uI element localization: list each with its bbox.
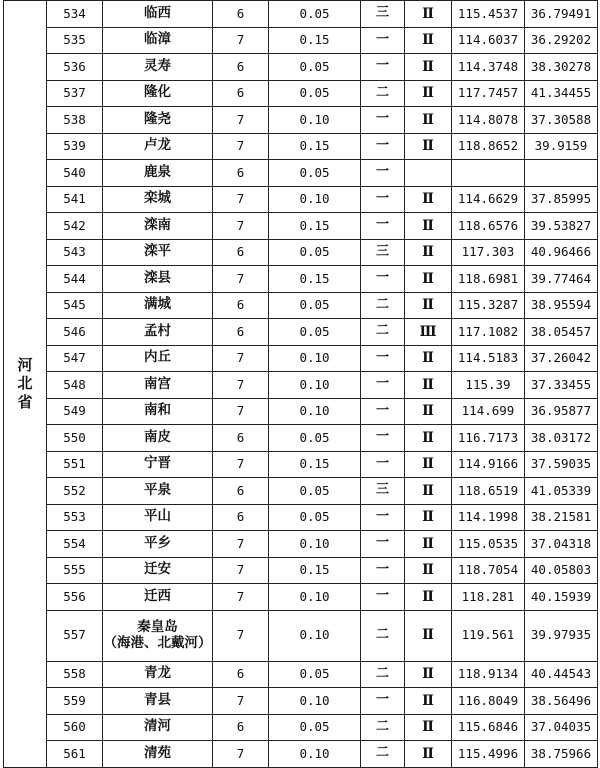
design-group-cell: 一 <box>361 584 405 611</box>
acceleration-cell: 0.05 <box>269 319 361 346</box>
design-group-cell: 一 <box>361 213 405 240</box>
county-name-cell: 平泉 <box>103 478 213 505</box>
design-group-cell: 二 <box>361 610 405 661</box>
county-name-cell: 宁晋 <box>103 451 213 478</box>
intensity-cell: 6 <box>213 292 269 319</box>
table-row <box>4 451 598 478</box>
table-row <box>4 160 598 187</box>
county-name-cell: 满城 <box>103 292 213 319</box>
longitude-cell: 115.4996 <box>452 741 525 768</box>
county-name-cell: 内丘 <box>103 345 213 372</box>
design-group-cell: 二 <box>361 741 405 768</box>
intensity-cell: 6 <box>213 319 269 346</box>
acceleration-cell: 0.05 <box>269 292 361 319</box>
acceleration-cell: 0.05 <box>269 160 361 187</box>
acceleration-cell: 0.15 <box>269 266 361 293</box>
row-number-cell: 560 <box>47 714 103 741</box>
county-name-cell: 滦南 <box>103 213 213 240</box>
design-group-cell: 一 <box>361 27 405 54</box>
table-body <box>4 1 598 768</box>
site-class-cell: Ⅱ <box>405 531 452 558</box>
site-class-cell: Ⅱ <box>405 54 452 81</box>
site-class-cell: Ⅱ <box>405 345 452 372</box>
site-class-cell: Ⅲ <box>405 319 452 346</box>
site-class-cell: Ⅱ <box>405 425 452 452</box>
row-number-cell: 549 <box>47 398 103 425</box>
design-group-cell: 一 <box>361 133 405 160</box>
design-group-cell: 一 <box>361 54 405 81</box>
site-class-cell: Ⅱ <box>405 688 452 715</box>
design-group-cell: 二 <box>361 661 405 688</box>
latitude-cell: 39.77464 <box>525 266 598 293</box>
row-number-cell: 536 <box>47 54 103 81</box>
longitude-cell: 114.1998 <box>452 504 525 531</box>
latitude-cell: 38.05457 <box>525 319 598 346</box>
table-row <box>4 319 598 346</box>
longitude-cell: 118.7054 <box>452 557 525 584</box>
latitude-cell: 37.30588 <box>525 107 598 134</box>
latitude-cell: 41.34455 <box>525 80 598 107</box>
table-row <box>4 610 598 661</box>
latitude-cell: 38.03172 <box>525 425 598 452</box>
intensity-cell: 7 <box>213 27 269 54</box>
county-name-cell: 灵寿 <box>103 54 213 81</box>
site-class-cell: Ⅱ <box>405 504 452 531</box>
acceleration-cell: 0.10 <box>269 186 361 213</box>
latitude-cell: 40.44543 <box>525 661 598 688</box>
design-group-cell: 一 <box>361 398 405 425</box>
county-name-cell: 青县 <box>103 688 213 715</box>
county-name-cell: 平山 <box>103 504 213 531</box>
row-number-cell: 537 <box>47 80 103 107</box>
intensity-cell: 7 <box>213 557 269 584</box>
county-name-cell: 鹿泉 <box>103 160 213 187</box>
longitude-cell: 116.8049 <box>452 688 525 715</box>
intensity-cell: 7 <box>213 451 269 478</box>
design-group-cell: 二 <box>361 80 405 107</box>
latitude-cell: 36.95877 <box>525 398 598 425</box>
site-class-cell <box>405 160 452 187</box>
latitude-cell: 37.26042 <box>525 345 598 372</box>
table-row <box>4 372 598 399</box>
acceleration-cell: 0.15 <box>269 451 361 478</box>
longitude-cell: 114.6629 <box>452 186 525 213</box>
latitude-cell: 37.85995 <box>525 186 598 213</box>
site-class-cell: Ⅱ <box>405 292 452 319</box>
longitude-cell: 115.3287 <box>452 292 525 319</box>
intensity-cell: 7 <box>213 133 269 160</box>
acceleration-cell: 0.05 <box>269 425 361 452</box>
row-number-cell: 541 <box>47 186 103 213</box>
site-class-cell: Ⅱ <box>405 239 452 266</box>
site-class-cell: Ⅱ <box>405 80 452 107</box>
longitude-cell: 118.6576 <box>452 213 525 240</box>
county-name-cell: 临漳 <box>103 27 213 54</box>
row-number-cell: 561 <box>47 741 103 768</box>
county-name-cell: 清河 <box>103 714 213 741</box>
design-group-cell: 二 <box>361 292 405 319</box>
site-class-cell: Ⅱ <box>405 714 452 741</box>
design-group-cell: 一 <box>361 557 405 584</box>
site-class-cell: Ⅱ <box>405 266 452 293</box>
row-number-cell: 540 <box>47 160 103 187</box>
design-group-cell: 一 <box>361 266 405 293</box>
acceleration-cell: 0.10 <box>269 688 361 715</box>
acceleration-cell: 0.15 <box>269 133 361 160</box>
intensity-cell: 6 <box>213 54 269 81</box>
acceleration-cell: 0.10 <box>269 531 361 558</box>
site-class-cell: Ⅱ <box>405 661 452 688</box>
table-row <box>4 239 598 266</box>
design-group-cell: 一 <box>361 451 405 478</box>
latitude-cell: 38.56496 <box>525 688 598 715</box>
latitude-cell: 40.15939 <box>525 584 598 611</box>
design-group-cell: 三 <box>361 1 405 28</box>
intensity-cell: 7 <box>213 186 269 213</box>
site-class-cell: Ⅱ <box>405 133 452 160</box>
county-name-cell: 卢龙 <box>103 133 213 160</box>
row-number-cell: 553 <box>47 504 103 531</box>
latitude-cell: 38.30278 <box>525 54 598 81</box>
longitude-cell: 118.6519 <box>452 478 525 505</box>
row-number-cell: 534 <box>47 1 103 28</box>
county-name-cell: 隆尧 <box>103 107 213 134</box>
table-row <box>4 1 598 28</box>
table-row <box>4 425 598 452</box>
latitude-cell: 38.75966 <box>525 741 598 768</box>
longitude-cell: 114.5183 <box>452 345 525 372</box>
intensity-cell: 7 <box>213 266 269 293</box>
table-row <box>4 504 598 531</box>
county-name-cell: 栾城 <box>103 186 213 213</box>
acceleration-cell: 0.10 <box>269 584 361 611</box>
design-group-cell: 三 <box>361 478 405 505</box>
latitude-cell: 37.59035 <box>525 451 598 478</box>
site-class-cell: Ⅱ <box>405 27 452 54</box>
county-name-cell: 隆化 <box>103 80 213 107</box>
table-row <box>4 478 598 505</box>
row-number-cell: 559 <box>47 688 103 715</box>
acceleration-cell: 0.10 <box>269 610 361 661</box>
longitude-cell: 118.8652 <box>452 133 525 160</box>
site-class-cell: Ⅱ <box>405 186 452 213</box>
county-name: 秦皇岛 <box>137 618 178 635</box>
province-cell <box>4 1 47 768</box>
county-name-cell: 滦平 <box>103 239 213 266</box>
longitude-cell: 114.699 <box>452 398 525 425</box>
intensity-cell: 6 <box>213 80 269 107</box>
county-name-cell: 孟村 <box>103 319 213 346</box>
intensity-cell: 7 <box>213 531 269 558</box>
acceleration-cell: 0.05 <box>269 478 361 505</box>
row-number-cell: 544 <box>47 266 103 293</box>
table-row <box>4 107 598 134</box>
acceleration-cell: 0.05 <box>269 80 361 107</box>
table-row <box>4 345 598 372</box>
acceleration-cell: 0.10 <box>269 372 361 399</box>
site-class-cell: Ⅱ <box>405 107 452 134</box>
longitude-cell: 117.7457 <box>452 80 525 107</box>
design-group-cell: 一 <box>361 688 405 715</box>
design-group-cell: 一 <box>361 160 405 187</box>
site-class-cell: Ⅱ <box>405 398 452 425</box>
county-name-cell: 清苑 <box>103 741 213 768</box>
intensity-cell: 6 <box>213 714 269 741</box>
intensity-cell: 6 <box>213 478 269 505</box>
seismic-parameter-table <box>3 0 598 768</box>
longitude-cell: 114.9166 <box>452 451 525 478</box>
table-row <box>4 584 598 611</box>
table-row <box>4 398 598 425</box>
row-number-cell: 551 <box>47 451 103 478</box>
intensity-cell: 6 <box>213 239 269 266</box>
acceleration-cell: 0.05 <box>269 504 361 531</box>
site-class-cell: Ⅱ <box>405 741 452 768</box>
design-group-cell: 一 <box>361 372 405 399</box>
county-name-cell: 青龙 <box>103 661 213 688</box>
table-row <box>4 688 598 715</box>
table-row <box>4 661 598 688</box>
longitude-cell: 114.6037 <box>452 27 525 54</box>
design-group-cell: 二 <box>361 319 405 346</box>
intensity-cell: 7 <box>213 213 269 240</box>
county-name-cell: 迁安 <box>103 557 213 584</box>
county-name-cell: 迁西 <box>103 584 213 611</box>
latitude-cell: 37.04318 <box>525 531 598 558</box>
latitude-cell: 38.95594 <box>525 292 598 319</box>
row-number-cell: 558 <box>47 661 103 688</box>
site-class-cell: Ⅱ <box>405 478 452 505</box>
table-row <box>4 266 598 293</box>
site-class-cell: Ⅱ <box>405 584 452 611</box>
table-row <box>4 531 598 558</box>
site-class-cell: Ⅱ <box>405 557 452 584</box>
acceleration-cell: 0.15 <box>269 557 361 584</box>
intensity-cell: 7 <box>213 107 269 134</box>
latitude-cell: 37.04035 <box>525 714 598 741</box>
acceleration-cell: 0.05 <box>269 661 361 688</box>
table-row <box>4 213 598 240</box>
table-row <box>4 186 598 213</box>
latitude-cell: 41.05339 <box>525 478 598 505</box>
intensity-cell: 6 <box>213 160 269 187</box>
acceleration-cell: 0.05 <box>269 1 361 28</box>
intensity-cell: 7 <box>213 345 269 372</box>
longitude-cell: 118.9134 <box>452 661 525 688</box>
intensity-cell: 6 <box>213 425 269 452</box>
row-number-cell: 545 <box>47 292 103 319</box>
longitude-cell: 115.0535 <box>452 531 525 558</box>
acceleration-cell: 0.05 <box>269 239 361 266</box>
design-group-cell: 一 <box>361 531 405 558</box>
longitude-cell: 114.3748 <box>452 54 525 81</box>
row-number-cell: 539 <box>47 133 103 160</box>
row-number-cell: 546 <box>47 319 103 346</box>
county-name-cell: 南宫 <box>103 372 213 399</box>
longitude-cell: 118.281 <box>452 584 525 611</box>
longitude-cell: 115.39 <box>452 372 525 399</box>
intensity-cell: 6 <box>213 504 269 531</box>
longitude-cell: 116.7173 <box>452 425 525 452</box>
row-number-cell: 556 <box>47 584 103 611</box>
intensity-cell: 7 <box>213 372 269 399</box>
site-class-cell: Ⅱ <box>405 610 452 661</box>
design-group-cell: 二 <box>361 714 405 741</box>
acceleration-cell: 0.15 <box>269 213 361 240</box>
site-class-cell: Ⅱ <box>405 213 452 240</box>
longitude-cell: 117.303 <box>452 239 525 266</box>
table-row <box>4 133 598 160</box>
latitude-cell: 39.97935 <box>525 610 598 661</box>
intensity-cell: 6 <box>213 1 269 28</box>
site-class-cell: Ⅱ <box>405 451 452 478</box>
site-class-cell: Ⅱ <box>405 372 452 399</box>
acceleration-cell: 0.10 <box>269 107 361 134</box>
design-group-cell: 一 <box>361 504 405 531</box>
design-group-cell: 一 <box>361 425 405 452</box>
latitude-cell: 36.29202 <box>525 27 598 54</box>
intensity-cell: 7 <box>213 398 269 425</box>
latitude-cell: 40.05803 <box>525 557 598 584</box>
intensity-cell: 7 <box>213 584 269 611</box>
row-number-cell: 555 <box>47 557 103 584</box>
latitude-cell <box>525 160 598 187</box>
design-group-cell: 一 <box>361 107 405 134</box>
row-number-cell: 557 <box>47 610 103 661</box>
province-label: 河北省 <box>17 355 33 412</box>
acceleration-cell: 0.05 <box>269 54 361 81</box>
county-name-sub: （海港、北戴河） <box>103 634 212 651</box>
longitude-cell: 114.8078 <box>452 107 525 134</box>
intensity-cell: 7 <box>213 610 269 661</box>
acceleration-cell: 0.10 <box>269 741 361 768</box>
acceleration-cell: 0.10 <box>269 345 361 372</box>
table-row <box>4 292 598 319</box>
table-row <box>4 741 598 768</box>
latitude-cell: 40.96466 <box>525 239 598 266</box>
acceleration-cell: 0.05 <box>269 714 361 741</box>
longitude-cell: 115.6846 <box>452 714 525 741</box>
row-number-cell: 543 <box>47 239 103 266</box>
design-group-cell: 三 <box>361 239 405 266</box>
longitude-cell <box>452 160 525 187</box>
county-name-cell: 南和 <box>103 398 213 425</box>
county-name-cell <box>103 610 213 661</box>
row-number-cell: 538 <box>47 107 103 134</box>
intensity-cell: 6 <box>213 661 269 688</box>
intensity-cell: 7 <box>213 741 269 768</box>
longitude-cell: 115.4537 <box>452 1 525 28</box>
design-group-cell: 一 <box>361 345 405 372</box>
row-number-cell: 547 <box>47 345 103 372</box>
county-name-cell: 南皮 <box>103 425 213 452</box>
row-number-cell: 542 <box>47 213 103 240</box>
row-number-cell: 554 <box>47 531 103 558</box>
latitude-cell: 38.21581 <box>525 504 598 531</box>
table-row <box>4 80 598 107</box>
latitude-cell: 36.79491 <box>525 1 598 28</box>
latitude-cell: 37.33455 <box>525 372 598 399</box>
table-row <box>4 714 598 741</box>
row-number-cell: 550 <box>47 425 103 452</box>
row-number-cell: 535 <box>47 27 103 54</box>
acceleration-cell: 0.10 <box>269 398 361 425</box>
county-name-cell: 滦县 <box>103 266 213 293</box>
table-row <box>4 54 598 81</box>
acceleration-cell: 0.15 <box>269 27 361 54</box>
county-name-cell: 平乡 <box>103 531 213 558</box>
latitude-cell: 39.53827 <box>525 213 598 240</box>
longitude-cell: 119.561 <box>452 610 525 661</box>
site-class-cell: Ⅱ <box>405 1 452 28</box>
longitude-cell: 117.1082 <box>452 319 525 346</box>
table-row <box>4 27 598 54</box>
intensity-cell: 7 <box>213 688 269 715</box>
latitude-cell: 39.9159 <box>525 133 598 160</box>
longitude-cell: 118.6981 <box>452 266 525 293</box>
design-group-cell: 一 <box>361 186 405 213</box>
county-name-cell: 临西 <box>103 1 213 28</box>
table-row <box>4 557 598 584</box>
row-number-cell: 552 <box>47 478 103 505</box>
row-number-cell: 548 <box>47 372 103 399</box>
